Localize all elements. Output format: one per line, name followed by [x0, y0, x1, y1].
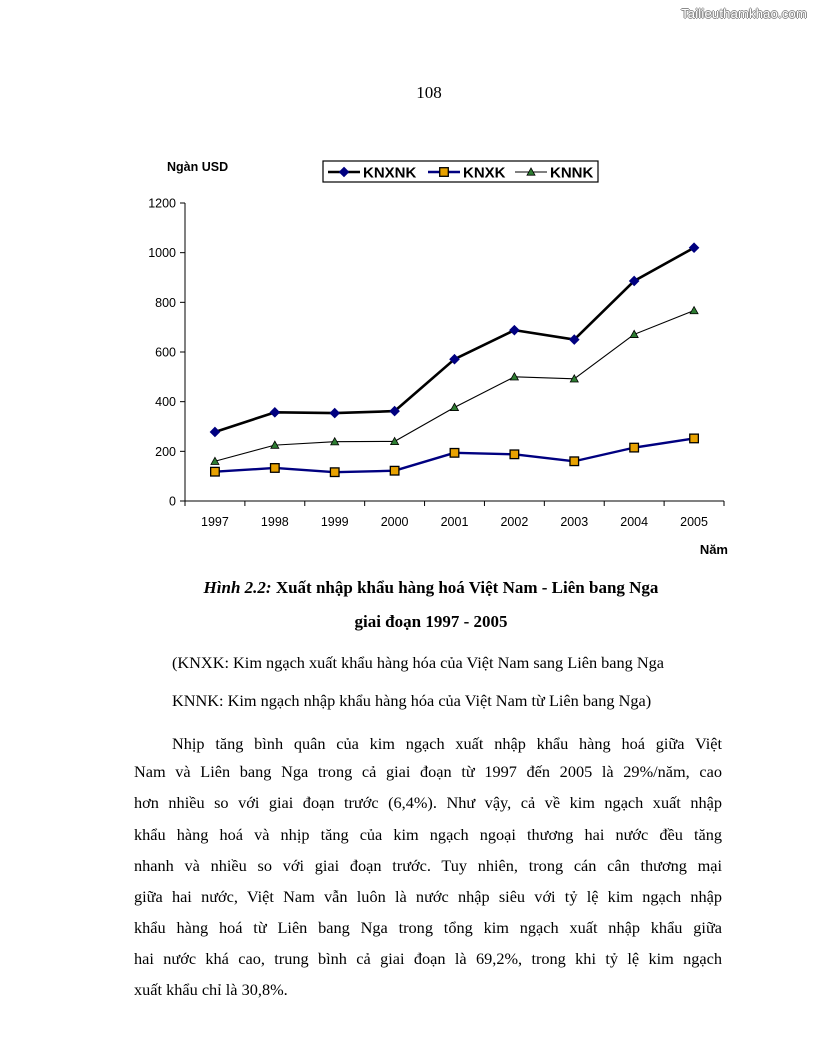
- x-tick-label: 2003: [560, 515, 589, 529]
- x-tick-label: 2004: [620, 515, 649, 529]
- figure-caption-line-1: [0, 578, 816, 598]
- y-tick-label: 600: [155, 345, 176, 360]
- chart-plot-area: [210, 243, 698, 476]
- y-tick-label: 200: [155, 444, 176, 459]
- data-point-knnk: [690, 307, 698, 314]
- legend-label-knnk: KNNK: [550, 164, 594, 182]
- y-tick-label: 800: [155, 295, 176, 310]
- figure-caption-prefix: Hình 2.2:: [203, 578, 272, 597]
- y-tick-label: 0: [169, 494, 176, 509]
- figure-caption-line-2: giai đoạn 1997 - 2005: [354, 612, 508, 631]
- chart-legend: [323, 161, 598, 182]
- data-point-knxk: [211, 467, 220, 476]
- legend-label-knxnk: KNXNK: [363, 164, 417, 182]
- paragraph-line-5: nhanh và nhiều so với giai đoạn trước. Tuy nhiên, trong cán cân thương mại: [134, 856, 722, 875]
- data-point-knxnk: [330, 408, 339, 417]
- paragraph-line-3: hơn nhiều so với giai đoạn trước (6,4%). Như vậy, cả về kim ngạch xuất nhập: [134, 793, 722, 812]
- note-knxk: (KNXK: Kim ngạch xuất khẩu hàng hóa của Việt Nam sang Liên bang Nga: [172, 653, 664, 672]
- x-tick-label: 1997: [201, 515, 229, 529]
- paragraph-line-1: Nhịp tăng bình quân của kim ngạch xuất nhập khẩu hàng hoá giữa Việt: [172, 734, 722, 753]
- page-number: 108: [416, 83, 442, 102]
- paragraph-line-8: hai nước khá cao, trung bình cả giai đoạn là 69,2%, trong khi tỷ lệ kim ngạch: [134, 949, 722, 968]
- paragraph-line-2: Nam và Liên bang Nga trong cả giai đoạn từ 1997 đến 2005 là 29%/năm, cao: [134, 762, 722, 781]
- paragraph-line-9: xuất khẩu chỉ là 30,8%.: [134, 980, 288, 999]
- data-point-knxk: [330, 468, 339, 477]
- data-point-knxk: [390, 466, 399, 475]
- x-tick-label: 2002: [500, 515, 529, 529]
- x-axis-label: Năm: [699, 542, 728, 557]
- data-point-knxk: [450, 449, 459, 458]
- data-point-knxk: [510, 450, 519, 459]
- y-tick-label: 1200: [148, 196, 176, 211]
- figure-caption-title: Xuất nhập khẩu hàng hoá Việt Nam - Liên bang Nga: [271, 578, 659, 597]
- data-point-knxk: [690, 434, 699, 443]
- paragraph-line-6: giữa hai nước, Việt Nam vẫn luôn là nước nhập siêu với tỷ lệ kim ngạch nhập: [134, 887, 722, 906]
- series-line-knnk: [215, 311, 694, 462]
- watermark: Tailieuthamkhao.com: [681, 6, 807, 21]
- x-tick-label: 2000: [380, 515, 409, 529]
- legend-marker-knxk: [440, 168, 449, 177]
- x-tick-label: 1999: [320, 515, 349, 529]
- data-point-knxnk: [510, 326, 519, 335]
- data-point-knxk: [630, 443, 639, 452]
- legend-label-knxk: KNXK: [463, 164, 506, 182]
- data-point-knxk: [271, 464, 280, 473]
- x-tick-label: 1998: [260, 515, 289, 529]
- paragraph-line-7: khẩu hàng hoá từ Liên bang Nga trong tổng kim ngạch xuất nhập khẩu giữa: [134, 918, 722, 937]
- chart-axes: [148, 197, 724, 530]
- data-point-knnk: [630, 330, 638, 337]
- y-axis-label: Ngàn USD: [167, 160, 229, 174]
- y-tick-label: 400: [155, 395, 176, 410]
- x-tick-label: 2001: [440, 515, 469, 529]
- data-point-knxnk: [270, 408, 279, 417]
- data-point-knxnk: [210, 427, 219, 436]
- paragraph-line-4: khẩu hàng hoá và nhịp tăng của kim ngạch ngoại thương hai nước đều tăng: [134, 825, 722, 844]
- y-tick-label: 1000: [148, 246, 176, 261]
- note-knnk: KNNK: Kim ngạch nhập khẩu hàng hóa của Việt Nam từ Liên bang Nga): [172, 691, 652, 710]
- x-tick-label: 2005: [680, 515, 708, 529]
- data-point-knxk: [570, 457, 579, 466]
- data-point-knnk: [451, 403, 459, 410]
